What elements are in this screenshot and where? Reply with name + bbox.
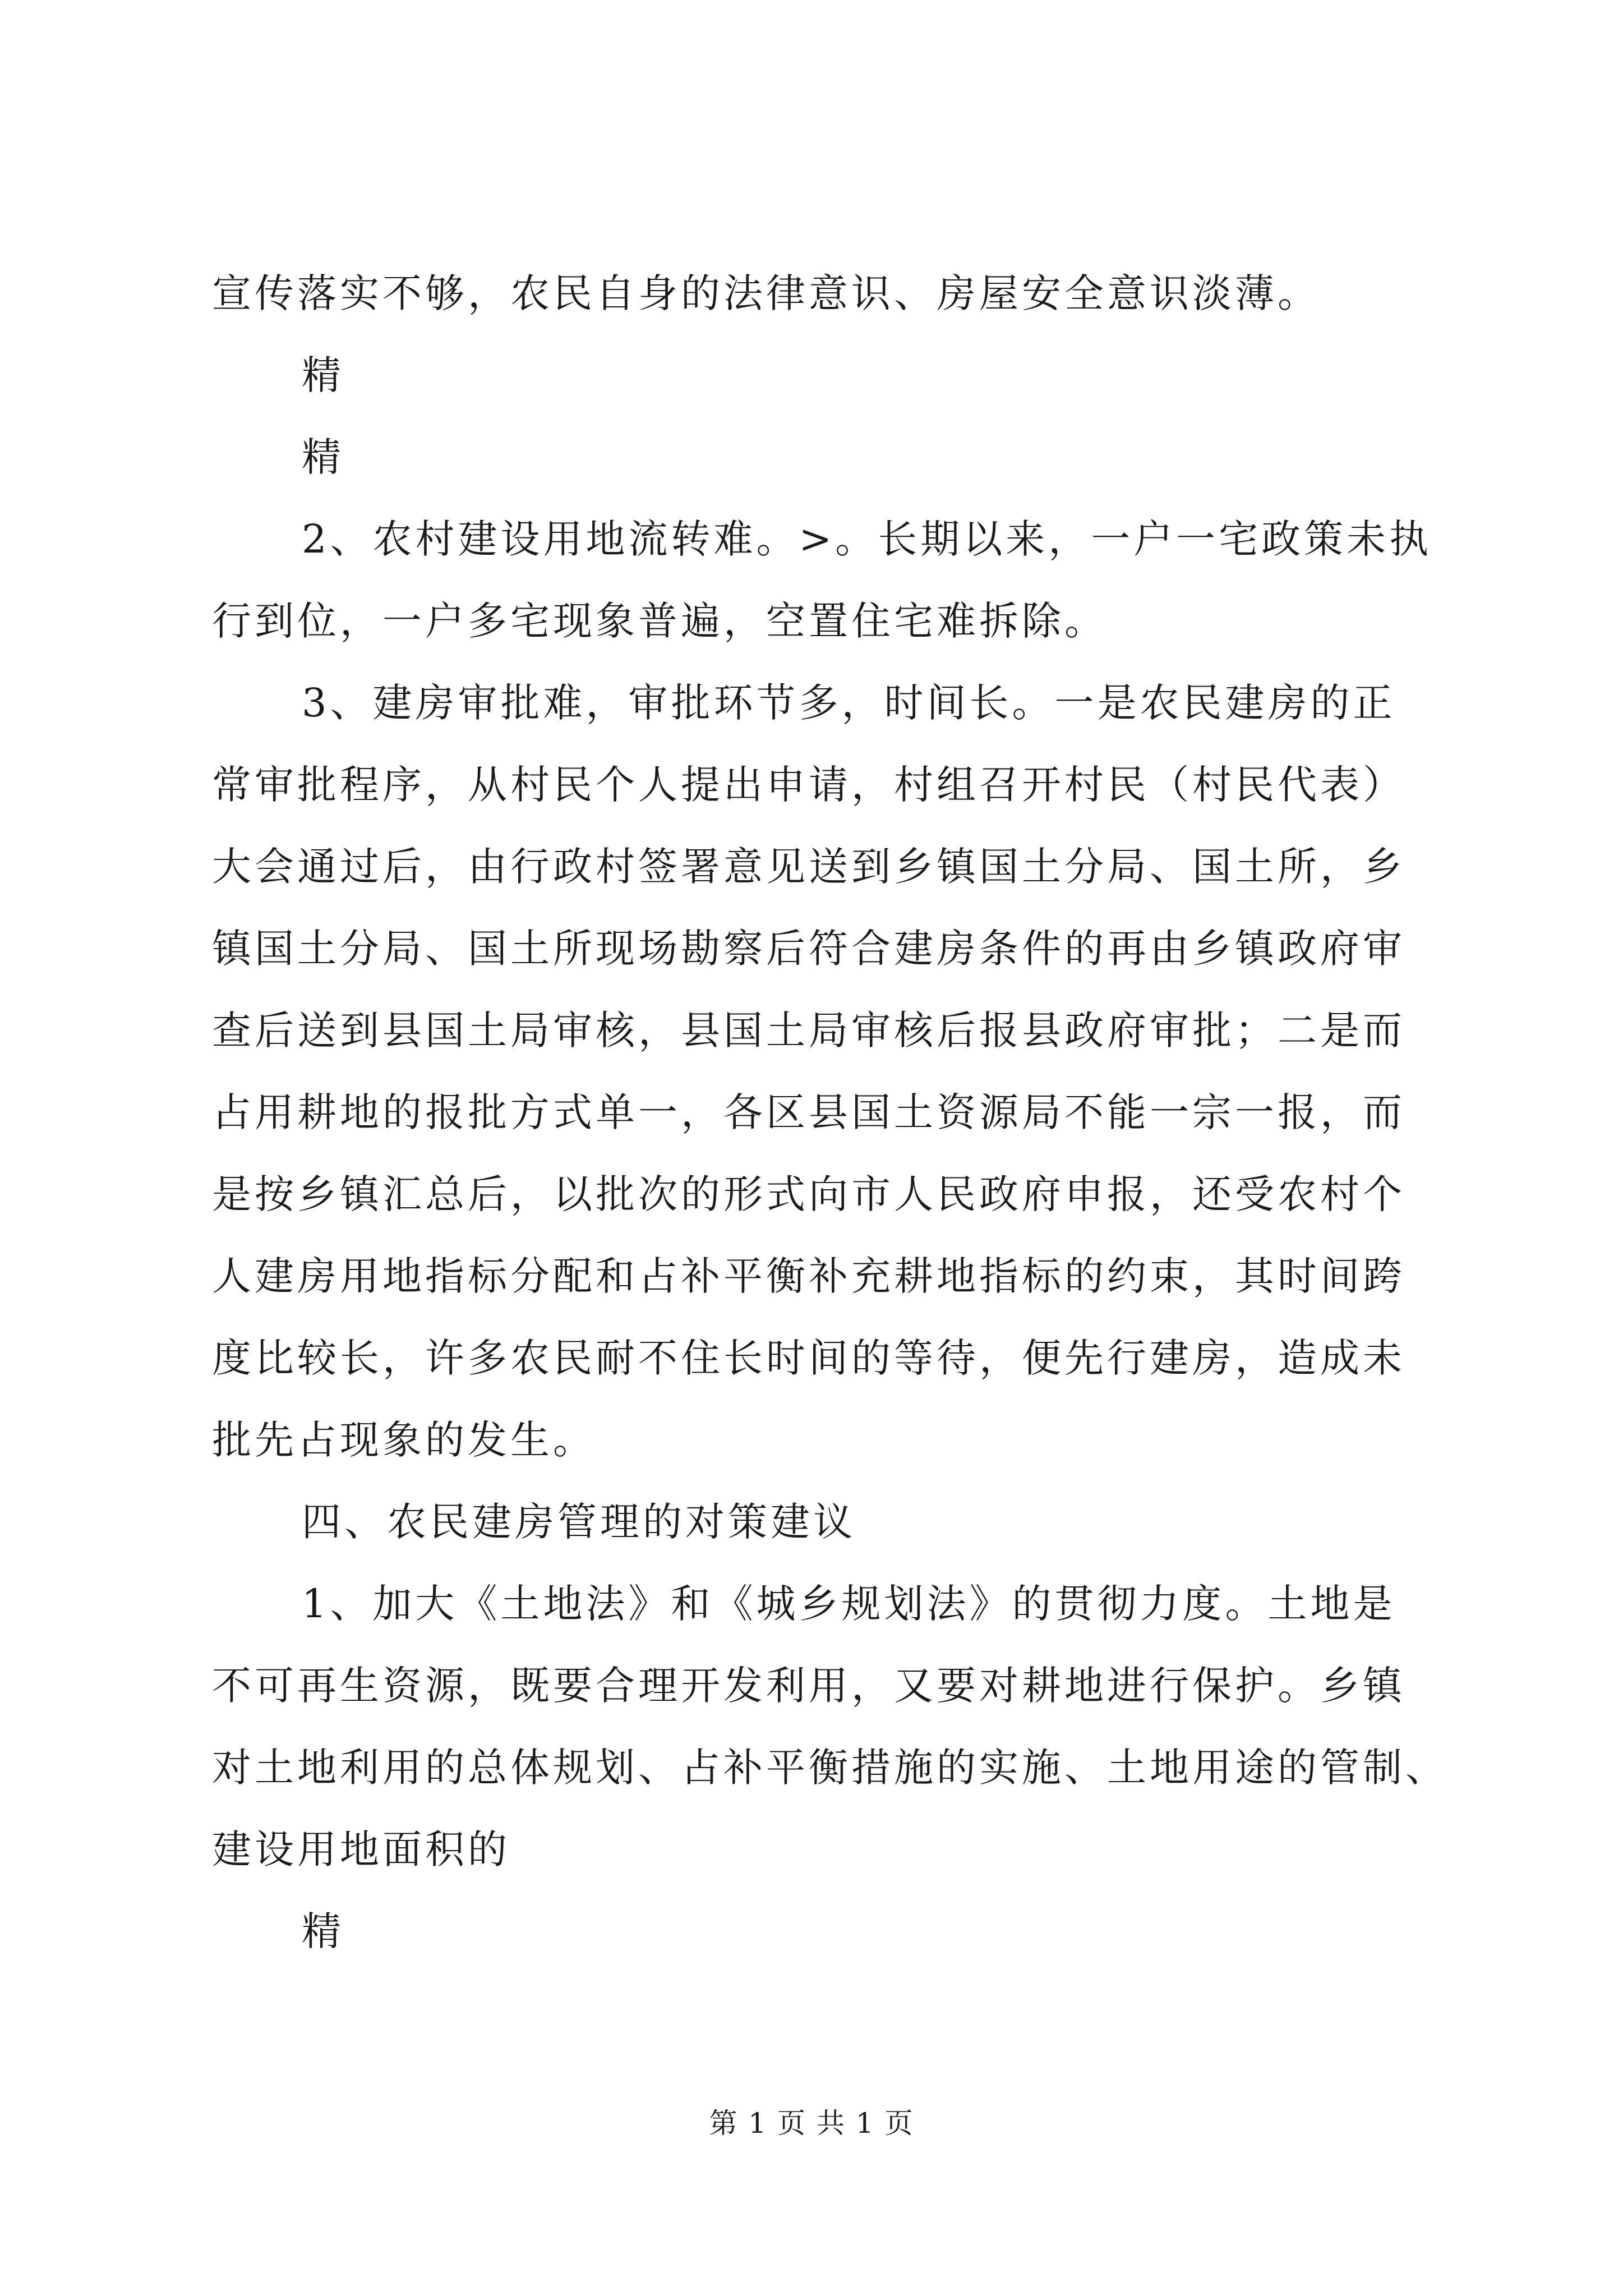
text-line: 建设用地面积的 xyxy=(212,1826,510,1872)
text-line: 常审批程序，从村民个人提出申请，村组召开村民（村民代表） xyxy=(212,762,1405,808)
text-line: 查后送到县国土局审核，县国土局审核后报县政府审批；二是而 xyxy=(212,1007,1405,1053)
text-line: 精 xyxy=(302,434,344,480)
text-line: 度比较长，许多农民耐不住长时间的等待，便先行建房，造成未 xyxy=(212,1335,1405,1381)
text-line: 批先占现象的发生。 xyxy=(212,1417,596,1463)
text-line: 对土地利用的总体规划、占补平衡措施的实施、土地用途的管制、 xyxy=(212,1745,1448,1791)
page-footer: 第 1 页 共 1 页 xyxy=(709,2107,914,2139)
text-line: 大会通过后，由行政村签署意见送到乡镇国土分局、国土所，乡 xyxy=(212,844,1405,890)
text-line: 占用耕地的报批方式单一，各区县国土资源局不能一宗一报，而 xyxy=(212,1089,1405,1135)
text-line: 2、农村建设用地流转难。>。长期以来，一户一宅政策未执 xyxy=(302,516,1432,562)
text-line: 行到位，一户多宅现象普遍，空置住宅难拆除。 xyxy=(212,598,1107,644)
section-heading: 四、农民建房管理的对策建议 xyxy=(302,1499,856,1545)
text-line: 是按乡镇汇总后，以批次的形式向市人民政府申报，还受农村个 xyxy=(212,1171,1405,1217)
text-line: 3、建房审批难，审批环节多，时间长。一是农民建房的正 xyxy=(302,680,1396,726)
text-line: 人建房用地指标分配和占补平衡补充耕地指标的约束，其时间跨 xyxy=(212,1253,1405,1299)
text-line: 不可再生资源，既要合理开发利用，又要对耕地进行保护。乡镇 xyxy=(212,1663,1405,1709)
document-body xyxy=(212,252,1446,1972)
text-line: 宣传落实不够，农民自身的法律意识、房屋安全意识淡薄。 xyxy=(212,270,1320,316)
text-line: 精 xyxy=(302,352,344,398)
text-line: 精 xyxy=(302,1908,344,1954)
text-line: 1、加大《土地法》和《城乡规划法》的贯彻力度。土地是 xyxy=(302,1581,1396,1627)
text-line: 镇国土分局、国土所现场勘察后符合建房条件的再由乡镇政府审 xyxy=(212,926,1405,972)
